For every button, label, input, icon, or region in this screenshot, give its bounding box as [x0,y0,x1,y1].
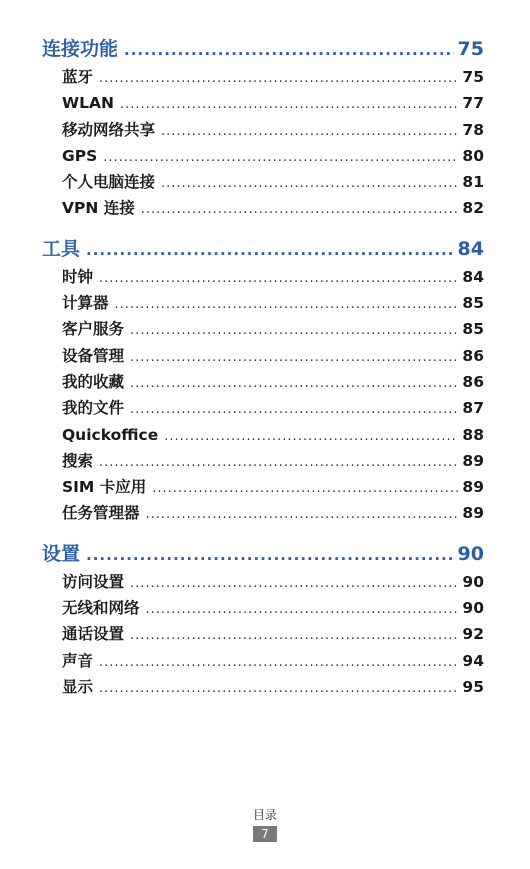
table-of-contents [42,34,484,712]
entry-page-number: 85 [462,320,484,339]
entry-page-number: 94 [462,651,484,670]
dot-leader [86,540,454,570]
toc-section-tools [42,234,484,527]
entry-title: Quickoffice [62,425,159,444]
entry-title: 移动网络共享 [62,120,156,139]
dot-leader [161,171,458,197]
entry-page-number: 89 [462,451,484,470]
entry-title: 蓝牙 [62,68,94,86]
toc-entry[interactable] [42,674,484,700]
entry-page-number: 89 [462,478,484,497]
toc-entry[interactable] [42,448,484,474]
dot-leader [115,292,459,318]
entry-page-number: 80 [462,146,484,165]
section-title: 设置 [42,542,81,565]
dot-leader [146,597,459,623]
entry-title: VPN 连接 [62,199,135,218]
dot-leader [130,571,458,597]
toc-section-settings [42,539,484,700]
entry-title: 搜索 [62,451,94,470]
entry-title: 个人电脑连接 [62,173,156,192]
toc-entry[interactable] [42,195,484,221]
section-page-number: 90 [457,542,484,565]
entry-title: 无线和网络 [62,599,140,618]
entry-title: 计算器 [62,294,109,313]
toc-entry[interactable] [42,595,484,621]
dot-leader [99,676,458,702]
entry-title: 显示 [62,677,94,696]
toc-entry[interactable] [42,64,484,90]
dot-leader [103,145,458,171]
entry-page-number: 90 [462,599,484,618]
entry-page-number: 86 [462,372,484,391]
entry-page-number: 75 [462,68,484,86]
entry-title: 我的收藏 [62,372,125,391]
entry-title: 客户服务 [62,320,125,339]
page-footer [0,807,530,842]
toc-entry[interactable] [42,422,484,448]
toc-section-connectivity [42,34,484,222]
toc-section-heading[interactable] [42,234,484,264]
entry-page-number: 95 [462,677,484,696]
toc-entry[interactable] [42,169,484,195]
footer-title: 目录 [252,808,277,822]
dot-leader [130,371,458,397]
entry-title: GPS [62,146,98,165]
entry-page-number: 78 [462,120,484,139]
toc-entry[interactable] [42,569,484,595]
toc-entry[interactable] [42,621,484,647]
page-number-badge: 7 [253,826,277,842]
entry-title: 设备管理 [62,346,125,365]
dot-leader [130,397,458,423]
entry-page-number: 89 [462,504,484,523]
toc-entry[interactable] [42,500,484,526]
entry-page-number: 84 [462,267,484,286]
toc-entry[interactable] [42,395,484,421]
entry-title: 我的文件 [62,399,125,418]
entry-page-number: 82 [462,199,484,218]
entry-page-number: 81 [462,173,484,192]
dot-leader [130,318,458,344]
entry-page-number: 86 [462,346,484,365]
entry-page-number: 90 [462,572,484,591]
entry-title: 访问设置 [62,572,125,591]
dot-leader [146,502,459,528]
entry-title: WLAN [62,94,114,113]
dot-leader [99,650,458,676]
toc-entry[interactable] [42,343,484,369]
section-title: 工具 [42,237,81,260]
dot-leader [161,119,458,145]
entry-title: SIM 卡应用 [62,478,147,497]
entry-page-number: 85 [462,294,484,313]
toc-entry[interactable] [42,369,484,395]
dot-leader [99,450,458,476]
dot-leader [130,623,458,649]
toc-entry[interactable] [42,117,484,143]
dot-leader [99,66,458,92]
section-title: 连接功能 [42,38,119,60]
toc-entry[interactable] [42,648,484,674]
dot-leader [141,197,459,223]
entry-title: 通话设置 [62,625,125,644]
entry-page-number: 87 [462,399,484,418]
dot-leader [86,235,454,265]
toc-section-heading[interactable] [42,539,484,569]
dot-leader [99,266,458,292]
entry-page-number: 92 [462,625,484,644]
dot-leader [130,345,458,371]
toc-entry[interactable] [42,316,484,342]
entry-title: 时钟 [62,267,94,286]
toc-entry[interactable] [42,474,484,500]
toc-entry[interactable] [42,264,484,290]
dot-leader [120,92,458,118]
toc-entry[interactable] [42,90,484,116]
entry-page-number: 88 [462,425,484,444]
section-page-number: 75 [457,38,484,60]
dot-leader [152,476,458,502]
section-page-number: 84 [457,237,484,260]
entry-page-number: 77 [462,94,484,113]
entry-title: 任务管理器 [62,504,140,523]
toc-entry[interactable] [42,290,484,316]
entry-title: 声音 [62,651,94,670]
toc-section-heading[interactable] [42,34,484,64]
dot-leader [164,424,458,450]
dot-leader [124,35,454,65]
toc-entry[interactable] [42,143,484,169]
